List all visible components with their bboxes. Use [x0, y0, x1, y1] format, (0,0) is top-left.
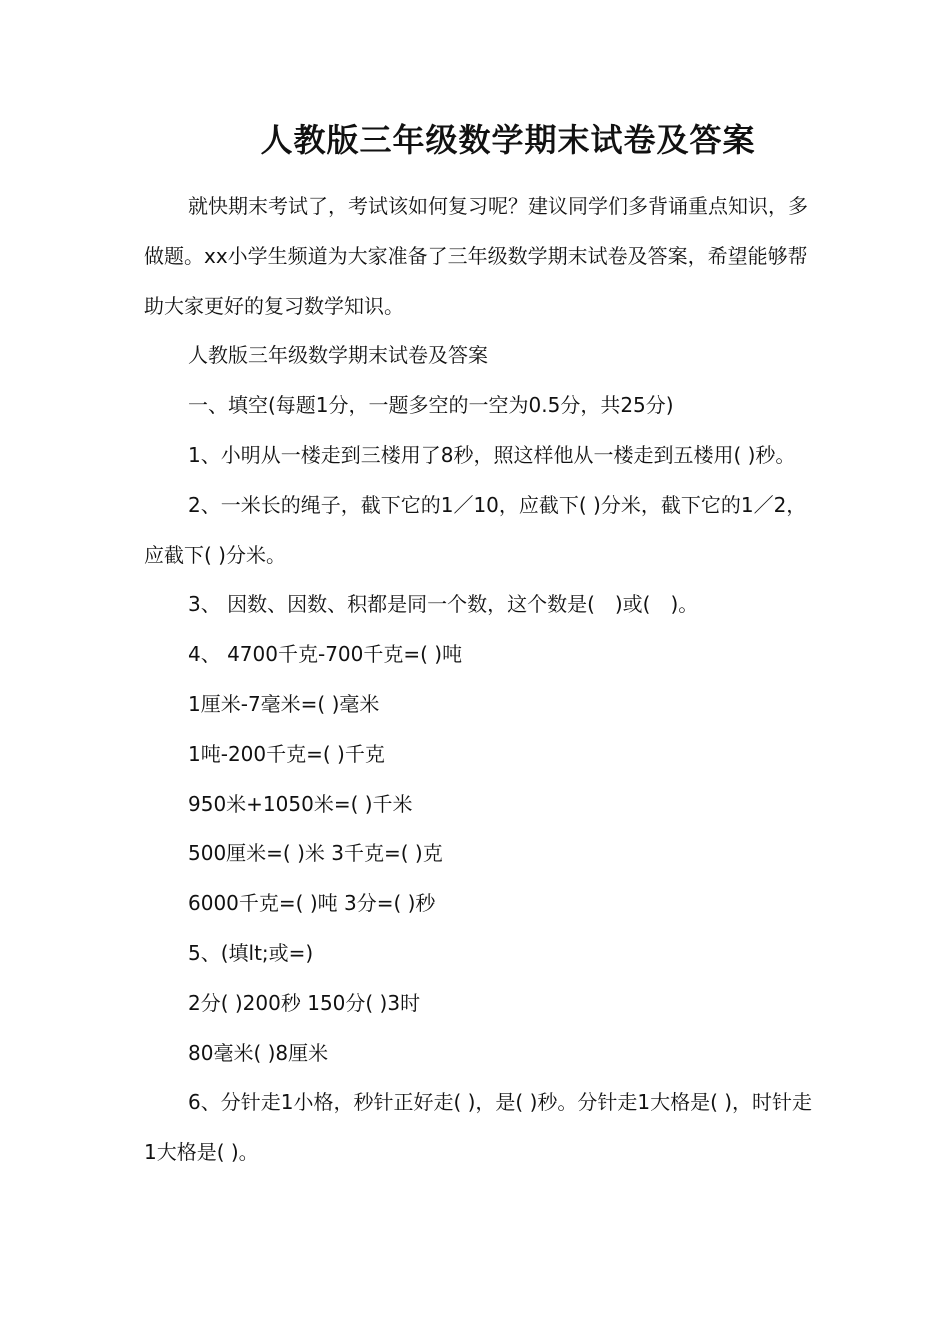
question-4-line: 500厘米=( )米 3千克=( )克	[188, 841, 443, 866]
question-5-line: 2分( )200秒 150分( )3时	[188, 990, 421, 1015]
question-2: 2、一米长的绳子，截下它的1／10，应截下( )分米，截下它的1／2，应截下( )分米。	[144, 492, 807, 567]
question-4-line: 6000千克=( )吨 3分=( )秒	[188, 891, 436, 916]
question-4-line: 1吨-200千克=( )千克	[188, 741, 385, 766]
question-4-line: 4、 4700千克-700千克=( )吨	[188, 642, 463, 667]
question-6: 6、分针走1小格，秒针正好走( )，是( )秒。分针走1大格是( )，时针走1大格是( )。	[144, 1090, 813, 1165]
subtitle-line: 人教版三年级数学期末试卷及答案	[188, 343, 488, 368]
question-5-line: 80毫米( )8厘米	[188, 1040, 329, 1065]
question-4-line: 950米+1050米=( )千米	[188, 791, 413, 816]
question-5-line: 5、(填lt;或=)	[188, 940, 314, 965]
document-title: 人教版三年级数学期末试卷及答案	[260, 121, 756, 159]
question-1: 1、小明从一楼走到三楼用了8秒，照这样他从一楼走到五楼用( )秒。	[188, 442, 796, 467]
document-body	[144, 182, 824, 1178]
section-heading: 一、填空(每题1分，一题多空的一空为0.5分，共25分)	[188, 393, 674, 418]
question-3: 3、 因数、因数、积都是同一个数，这个数是( )或( )。	[188, 592, 699, 617]
intro-paragraph: 就快期末考试了，考试该如何复习呢？建议同学们多背诵重点知识，多做题。xx小学生频道为大家准备了三年级数学期末试卷及答案，希望能够帮助大家更好的复习数学知识。	[144, 194, 808, 318]
question-4-line: 1厘米-7毫米=( )毫米	[188, 691, 380, 716]
